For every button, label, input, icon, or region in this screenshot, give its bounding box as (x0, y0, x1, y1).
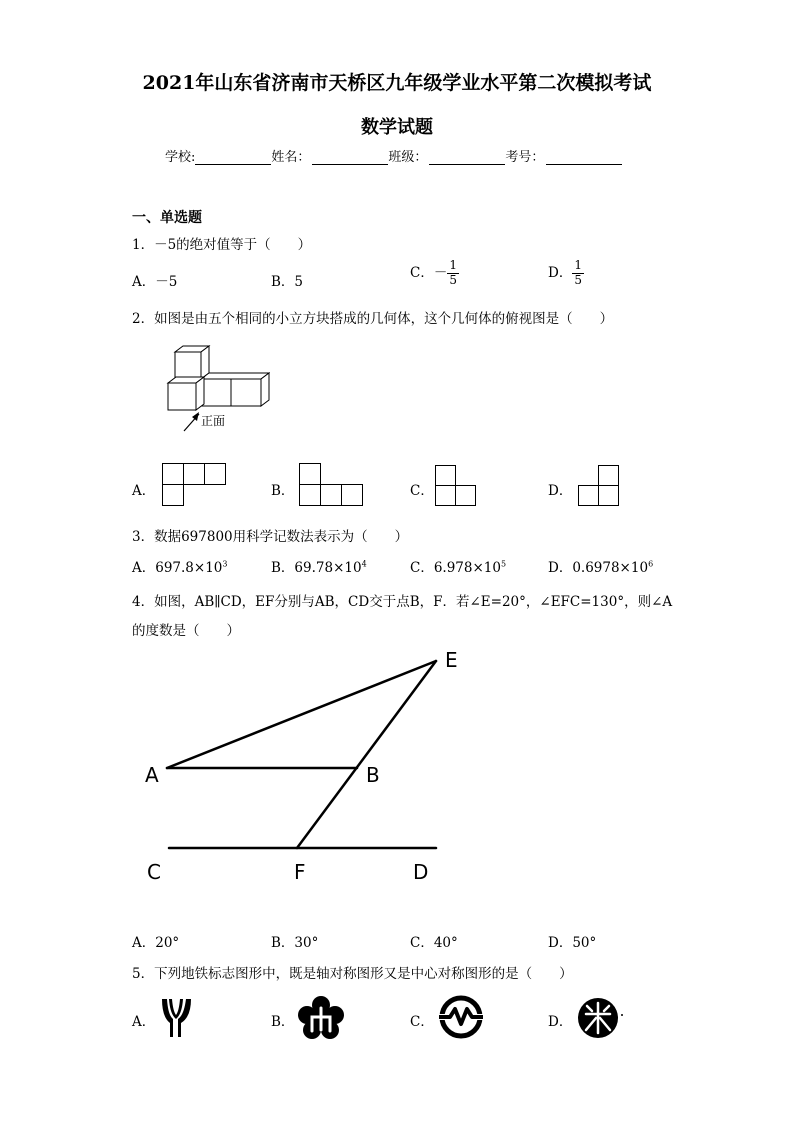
q2-option-a-label[interactable]: A． (132, 483, 156, 499)
q2-option-a-figure[interactable] (162, 463, 228, 507)
q1-stem: 1．－5的绝对值等于（ ） (132, 237, 312, 253)
q3-option-d[interactable]: D．$0.6978\times 10^6$ (548, 559, 654, 576)
exam-subtitle: 数学试题 (361, 117, 433, 138)
q5-option-b-label[interactable]: B． (271, 1014, 295, 1030)
exam-title: 2021年山东省济南市天桥区九年级学业水平第二次模拟考试 (142, 72, 652, 94)
point-label-c: C (147, 860, 161, 884)
q2-option-b-label[interactable]: B． (271, 483, 295, 499)
point-label-b: B (366, 763, 380, 787)
school-label: 学校: (165, 150, 196, 165)
school-field[interactable] (195, 151, 271, 165)
q4-option-d[interactable]: D．50° (548, 935, 597, 951)
q3-option-c[interactable]: C．$6.978\times 10^5$ (410, 559, 507, 576)
q5-option-d-label[interactable]: D． (548, 1014, 573, 1030)
q5-option-c-label[interactable]: C． (410, 1014, 434, 1030)
q2-option-d-label[interactable]: D． (548, 483, 573, 499)
q1-option-d[interactable]: D． $\frac{1}{5}$ (548, 258, 582, 287)
q2-option-b-figure[interactable] (299, 463, 365, 507)
name-label: 姓名： (271, 150, 311, 165)
fraction: $\frac{1}{5}$ (449, 258, 457, 287)
q1-option-a[interactable]: A．－5 (132, 274, 178, 290)
q3-stem: 3．数据697800用科学记数法表示为（ ） (132, 529, 409, 545)
metro-logo-circle-icon[interactable] (576, 996, 626, 1040)
q5-option-a-label[interactable]: A． (132, 1014, 156, 1030)
point-label-a: A (145, 763, 159, 787)
name-field[interactable] (312, 151, 388, 165)
q2-stem: 2．如图是由五个相同的小立方块搭成的几何体，这个几何体的俯视图是（ ） (132, 311, 614, 327)
q4-option-b[interactable]: B．30° (271, 935, 319, 951)
metro-logo-wave-icon[interactable] (438, 994, 484, 1040)
arrow-head-icon (192, 412, 199, 421)
section-title: 一、单选题 (132, 210, 202, 226)
exam-number-label: 考号： (505, 150, 545, 165)
q4-stem-line1: 4．如图，AB∥CD，EF分别与AB，CD交于点B，F．若∠E=20°，∠EFC=130°，则∠A (132, 594, 673, 610)
q3-option-b[interactable]: B．$69.78\times 10^4$ (271, 559, 367, 576)
student-info-row (165, 146, 622, 165)
point-label-d: D (413, 860, 429, 884)
q4-geometry-figure (140, 645, 480, 890)
metro-logo-y-icon[interactable] (160, 997, 194, 1039)
exam-number-field[interactable] (546, 151, 622, 165)
point-label-f: F (294, 860, 306, 884)
front-label: 正面 (201, 414, 226, 428)
fraction: $\frac{1}{5}$ (574, 258, 582, 287)
metro-logo-plum-icon[interactable] (298, 996, 344, 1040)
q2-option-c-figure[interactable] (435, 465, 479, 507)
class-field[interactable] (429, 151, 505, 165)
q4-stem-line2: 的度数是（ ） (132, 623, 240, 639)
q2-option-d-figure[interactable] (578, 465, 622, 507)
q2-option-c-label[interactable]: C． (410, 483, 434, 499)
q3-option-a[interactable]: A．$697.8\times 10^3$ (132, 559, 228, 576)
q2-cube-figure (160, 343, 270, 435)
q4-option-a[interactable]: A．20° (132, 935, 180, 951)
q5-stem: 5．下列地铁标志图形中，既是轴对称图形又是中心对称图形的是（ ） (132, 966, 573, 982)
q4-option-c[interactable]: C．40° (410, 935, 458, 951)
q1-option-c[interactable]: C．－ $\frac{1}{5}$ (410, 258, 457, 287)
q1-option-b[interactable]: B．5 (271, 274, 304, 290)
class-label: 班级： (388, 150, 428, 165)
point-label-e: E (445, 648, 458, 672)
